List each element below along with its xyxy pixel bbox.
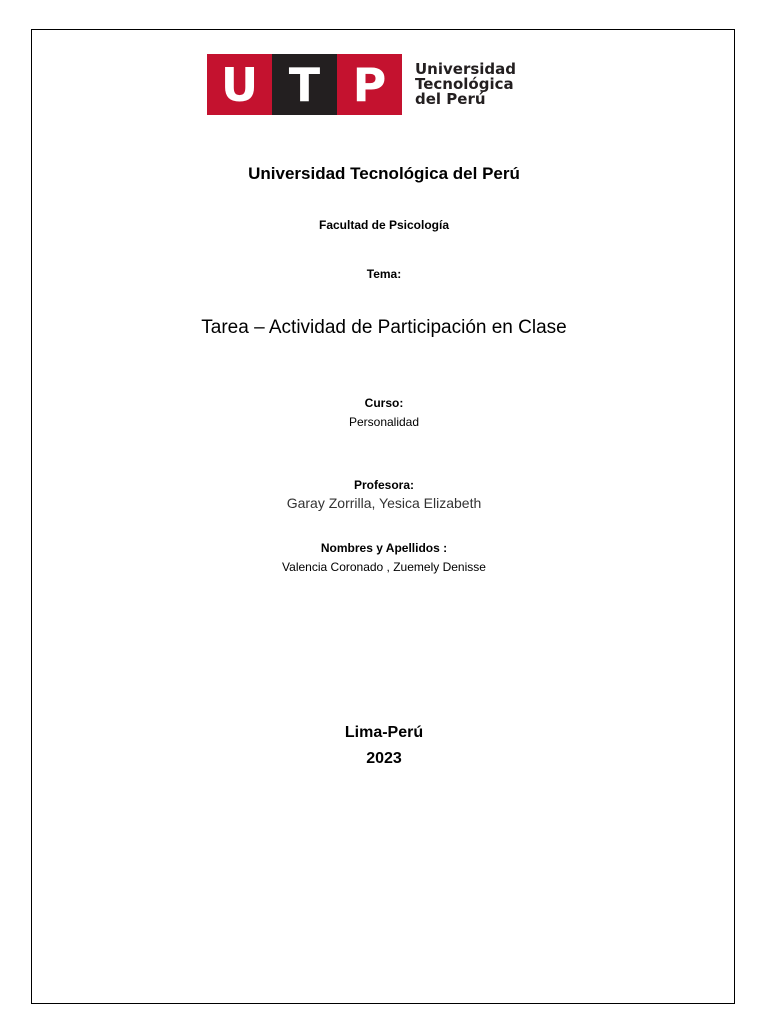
nombres-value: Valencia Coronado , Zuemely Denisse [282, 560, 486, 574]
logo-letter-p: P [337, 54, 402, 115]
profesora-label: Profesora: [353, 478, 415, 492]
logo-letter-block [207, 54, 402, 115]
curso-label: Curso: [364, 396, 404, 410]
logo-line-3: del Perú [415, 90, 486, 108]
university-title: Universidad Tecnológica del Perú [248, 164, 520, 183]
logo-wordmark [415, 62, 516, 107]
logo-line-1: Universidad [415, 60, 517, 78]
faculty-name: Facultad de Psicología [318, 218, 450, 232]
logo-letter-t: T [272, 54, 337, 115]
logo-letter-u: U [207, 54, 272, 115]
curso-value: Personalidad [348, 415, 420, 429]
tema-value: Tarea – Actividad de Participación en Clase [201, 317, 567, 338]
logo-line-2: Tecnológica [415, 75, 514, 93]
utp-logo [207, 54, 516, 115]
profesora-value: Garay Zorrilla, Yesica Elizabeth [286, 495, 482, 511]
nombres-label: Nombres y Apellidos : [320, 541, 448, 555]
year: 2023 [366, 750, 402, 767]
place: Lima-Perú [344, 724, 424, 741]
tema-label: Tema: [366, 267, 402, 281]
